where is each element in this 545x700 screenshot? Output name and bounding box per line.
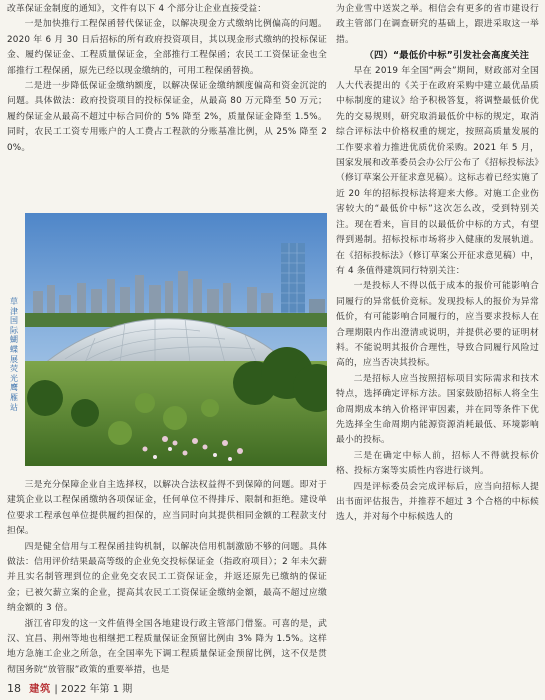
paragraph: 早在 2019 年全国“两会”期间，财政部对全国人大代表提出的《关于在政府采购中建立最优品质中标制度的建议》给予积极答复，将调整最低价优先的交易规则，研究取消最低价中标的规定，取消综合评标法中价格权重的规定，按照高质量发展的工作要求着力推进优质优价采购。2021 年 5 月，国家发展和改革委员会办公厅公布了《招标投标法》（修订草案公开征求意见稿）。这标志着已经实施了近 20 年的招标投标法将迎来大修。对施工企业伤害较大的“最低价中标”这次怎么改，受到特别关注。现在看来，盲目的以最低价中标的方式，有望得到遏制。招标投标市场将步入健康的发展轨道。在《招标投标法》（修订草案公开征求意见稿）中，有 4 条值得建筑同行特别关注： xyxy=(336,65,539,276)
paragraph: 一是加快推行工程保函替代保证金，以解决现金方式缴纳比例偏高的问题。2020 年 6 月 30 日后招标的所有政府投资项目，其以现金形式缴纳的投标保证金、履约保证金、工程质量保证金，全部推行工程保函；农民工工资保证金也全部推行工程保函，原先已经以现金缴纳的，可用工程保函替换。 xyxy=(7,19,327,76)
right-column xyxy=(336,2,539,526)
page-number: 18 xyxy=(7,682,21,695)
city-photo xyxy=(25,213,327,466)
paragraph: 三是在确定中标人前，招标人不得就投标价格、投标方案等实质性内容进行谈判。 xyxy=(336,450,539,477)
page-footer xyxy=(7,680,132,695)
paragraph: 改革保证金制度的通知》，文件有以下 4 个部分让企业直接受益： xyxy=(7,4,267,14)
paragraph: 二是进一步降低保证金缴纳额度，以解决保证金缴纳额度偏高和资金沉淀的问题。具体做法：政府投资项目的投标保证金，从最高 80 万元降至 50 万元；履约保证金从最高不超过中标合同价的 5% 降至 2%，质量保证金降至 1.5%。同时，农民工工资专用账户的人工费占工程款的分账基准比例，从 25% 降至 20%。 xyxy=(7,81,327,153)
magazine-brand: 建筑 xyxy=(29,684,52,695)
paragraph: 一是投标人不得以低于成本的报价可能影响合同履行的异常低价竞标。发现投标人的报价为异常低价，有可能影响合同履行的，应当要求投标人在合理期限内作出澄清或说明，并提供必要的证明材料。不能说明其报价合理性，导致合同履行风险过高的，应当否决其投标。 xyxy=(336,281,539,369)
paragraph: 为企业雪中送炭之举。相信会有更多的省市建设行政主管部门在调查研究的基础上，跟进采取这一举措。 xyxy=(336,4,539,45)
left-column-top xyxy=(7,2,327,156)
photo-caption: 草津国际蝴蝶展荧光鹰雁站 xyxy=(10,297,18,412)
paragraph: 四是健全信用与工程保函挂钩机制，以解决信用机制激励不够的问题。具体做法：信用评价结果最高等级的企业免交投标保证金（指政府项目）；2 年未欠薪并且实名制管理到位的企业免交农民工工资保证金，并返还原先已缴纳的保证金；已被欠薪立案的企业，提高其农民工工资保证金缴纳金额，最高不超过应缴纳金额的 3 倍。 xyxy=(7,541,327,614)
section-heading: （四）“最低价中标”引发社会高度关注 xyxy=(364,50,530,62)
city-skyline-image xyxy=(25,213,327,466)
left-column-bottom xyxy=(7,478,327,678)
paragraph: 二是招标人应当按照招标项目实际需求和技术特点，选择确定评标方法。国家鼓励招标人将全生命周期成本纳入价格评审因素，并在同等条件下优先选择全生命周期内能源资源消耗最低、环境影响最小的投标。 xyxy=(336,373,539,446)
paragraph: 四是评标委员会完成评标后，应当向招标人提出书面评估报告，并推荐不超过 3 个合格的中标候选人，并对每个中标候选人的 xyxy=(336,481,539,523)
photo-block xyxy=(7,213,327,466)
issue-label: | 2022 年第 1 期 xyxy=(54,684,133,695)
paragraph: 三是充分保障企业自主选择权，以解决合法权益得不到保障的问题。即对于建筑企业以工程保函缴纳各项保证金，任何单位不得排斥、限制和拒绝。建设单位要求工程承包单位提供履约担保的，应当同时向其提供相同金额的工程款支付担保。 xyxy=(7,480,327,537)
paragraph: 浙江省印发的这一文件值得全国各地建设行政主管部门借鉴。可喜的是，武汉、宜昌、荆州等地也相继把工程质量保证金预留比例由 3% 降为 1.5%。这样地方急施工企业之所急，在全国率先下调工程质量保证金预留比例，这不仅是贯彻国务院“放管服”政策的重要举措，也是 xyxy=(7,618,327,675)
